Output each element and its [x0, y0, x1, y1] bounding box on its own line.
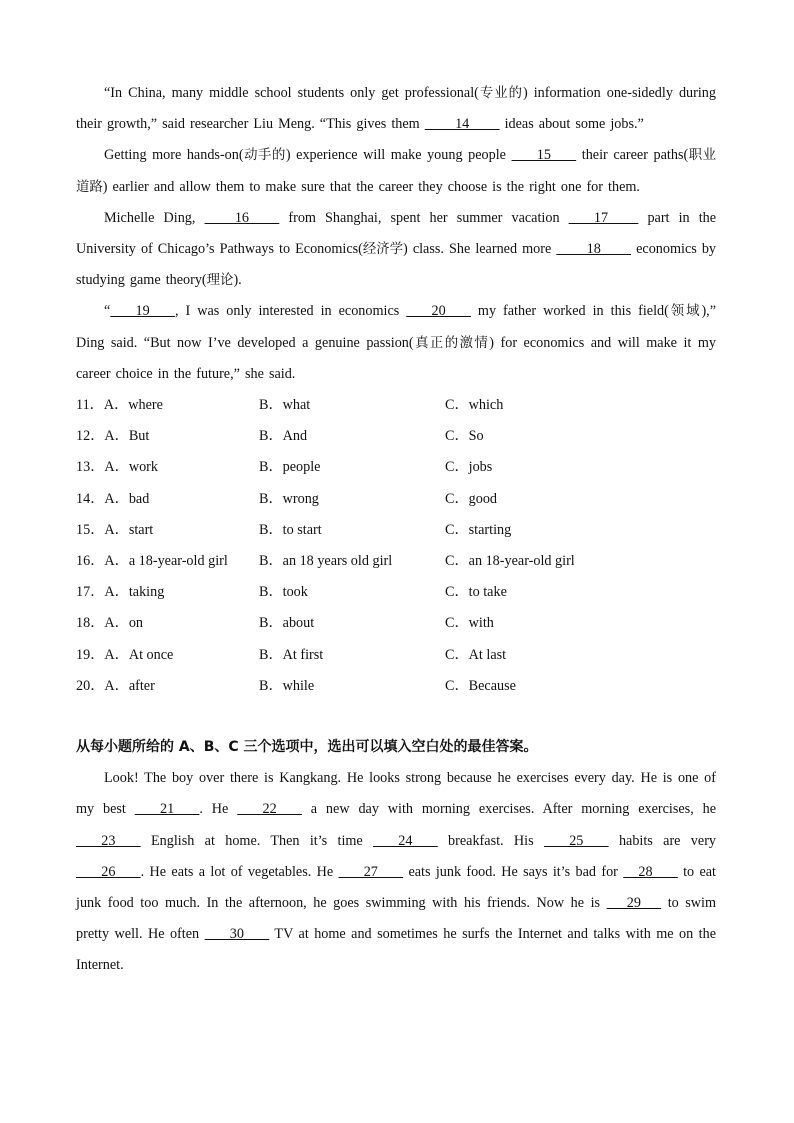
text: a new day with morning exercises. After morning exercises, he [310, 801, 717, 818]
option-row-20 [76, 671, 716, 702]
blank-30: 30 [204, 926, 270, 943]
option-b: B．At first [259, 646, 324, 663]
question-number: 17． [76, 584, 105, 601]
text: Getting more hands-on( [104, 147, 244, 164]
chinese-gloss: 领域 [668, 304, 702, 320]
option-a-text: A．start [104, 521, 154, 538]
chinese-gloss: 真正的激情 [413, 335, 490, 351]
blank-18: 18 [556, 241, 632, 258]
option-c: C．Because [445, 677, 516, 694]
option-b: B．took [259, 584, 308, 601]
chinese-gloss: 动手的 [243, 148, 286, 164]
option-a [76, 484, 259, 515]
blank-23: 23 [76, 832, 141, 849]
blank-20: 20 [406, 303, 471, 320]
text: , I was only interested in economics [174, 303, 400, 320]
option-c: C．jobs [445, 459, 493, 476]
text: to swim pretty well. He often [76, 894, 717, 943]
option-b: B．And [259, 428, 308, 445]
blank-29: 29 [606, 894, 662, 911]
option-a [76, 421, 259, 452]
blank-15: 15 [511, 147, 577, 164]
text: TV at home and sometimes he surfs the Internet and talks with me on the Internet. [76, 926, 717, 974]
passage1-paragraph-3 [76, 203, 716, 297]
option-a [76, 577, 259, 608]
text: English at home. Then it’s time [150, 832, 363, 849]
chinese-gloss: 专业的 [478, 86, 523, 101]
question-number: 12． [76, 428, 105, 445]
option-a-text: A．work [104, 459, 158, 476]
option-c: C．an 18-year-old girl [445, 552, 575, 569]
passage1-paragraph-2 [76, 140, 716, 202]
blank-22: 22 [237, 801, 302, 818]
text: Look! The boy over there is Kangkang. He looks strong because he exercises every day. He is one of my best [76, 770, 716, 818]
option-a-text: A．a 18-year-old girl [104, 552, 228, 569]
option-a-text: A．At once [104, 646, 174, 663]
option-row-15 [76, 515, 716, 546]
option-c: C．to take [445, 584, 507, 601]
option-c: C．starting [445, 521, 512, 538]
chinese-gloss: 职业道路 [76, 148, 717, 195]
option-row-11 [76, 390, 716, 421]
option-a [76, 390, 259, 421]
text: my father worked in this field( [477, 303, 669, 320]
blank-27: 27 [338, 863, 404, 880]
option-b: B．while [259, 677, 315, 694]
option-row-17 [76, 577, 716, 608]
blank-16: 16 [204, 209, 280, 226]
option-c: C．good [445, 490, 498, 507]
blank-24: 24 [373, 832, 438, 849]
text: ) earlier and allow them to make sure that the career they choose is the right one for them. [102, 178, 640, 195]
option-row-16 [76, 546, 716, 577]
option-c: C．So [445, 428, 484, 445]
text: ) for economics and will make it my career choice in the future,” she said. [76, 334, 716, 382]
option-b: B．people [259, 459, 321, 476]
options-list [76, 390, 716, 702]
question-number: 20． [76, 677, 105, 694]
option-a [76, 546, 259, 577]
document-page [76, 78, 716, 982]
option-row-12 [76, 421, 716, 452]
text: their career paths( [581, 147, 689, 164]
question-number: 18． [76, 615, 105, 632]
blank-17: 17 [568, 209, 639, 226]
passage1-paragraph-1 [76, 78, 716, 140]
option-a-text: A．But [104, 428, 150, 445]
text: economics by studying game theory( [76, 241, 717, 289]
option-c: C．which [445, 397, 504, 414]
option-c: C．with [445, 615, 494, 632]
option-row-13 [76, 452, 716, 483]
option-a [76, 608, 259, 639]
blank-26: 26 [76, 863, 141, 880]
text: ) class. She learned more [403, 241, 552, 258]
passage1-paragraph-4 [76, 296, 716, 390]
option-b: B．to start [259, 521, 322, 538]
passage2-paragraph [76, 763, 716, 981]
blank-14: 14 [424, 116, 500, 133]
option-b: B．what [259, 397, 311, 414]
text: ) information one-sidedly during their growth,” said researcher Liu Meng. “This gives them [76, 85, 716, 133]
chinese-gloss: 经济学 [362, 242, 404, 258]
text: habits are very [618, 832, 717, 849]
option-a-text: A．taking [104, 584, 165, 601]
text: from Shanghai, spent her summer vacation [288, 209, 560, 226]
text: “In China, many middle school students only get professional( [104, 85, 479, 101]
text: part in the University of Chicago’s Pathways to Economics( [76, 209, 717, 258]
blank-21: 21 [134, 801, 200, 818]
question-number: 15． [76, 521, 105, 538]
option-a [76, 515, 259, 546]
question-number: 14． [76, 490, 105, 507]
text: eats junk food. He says it’s bad for [408, 863, 618, 880]
blank-28: 28 [623, 863, 678, 880]
option-a-text: A．where [103, 397, 163, 414]
option-c: C．At last [445, 646, 507, 663]
question-number: 16． [76, 552, 105, 569]
option-b: B．about [259, 615, 315, 632]
text: Michelle Ding, [104, 209, 196, 226]
text: ). [233, 272, 242, 289]
question-number: 19． [76, 646, 105, 663]
option-a [76, 640, 259, 671]
blank-25: 25 [543, 832, 609, 849]
text: . He eats a lot of vegetables. He [140, 863, 334, 880]
option-row-18 [76, 608, 716, 639]
blank-19: 19 [110, 303, 175, 320]
option-a [76, 671, 259, 702]
option-a [76, 452, 259, 483]
text: ideas about some jobs.” [504, 116, 644, 133]
text: “ [104, 303, 111, 320]
option-a-text: A．on [104, 615, 144, 632]
question-number: 11． [76, 397, 104, 414]
text: . He [199, 801, 229, 818]
text: ) experience will make young people [285, 147, 506, 164]
option-b: B．an 18 years old girl [259, 552, 393, 569]
section-instruction: 从每小题所给的 A、B、C 三个选项中，选出可以填入空白处的最佳答案。 [76, 738, 538, 755]
option-row-19 [76, 640, 716, 671]
question-number: 13． [76, 459, 105, 476]
text: ),” Ding said. “But now I’ve developed a genuine passion( [76, 303, 717, 351]
option-b: B．wrong [259, 490, 319, 507]
text: to eat junk food too much. In the afternoon, he goes swimming with his friends. Now he is [76, 863, 717, 911]
text: breakfast. His [448, 832, 534, 849]
option-a-text: A．after [104, 677, 155, 694]
option-row-14 [76, 484, 716, 515]
chinese-gloss: 理论 [206, 273, 234, 289]
option-a-text: A．bad [104, 490, 150, 507]
